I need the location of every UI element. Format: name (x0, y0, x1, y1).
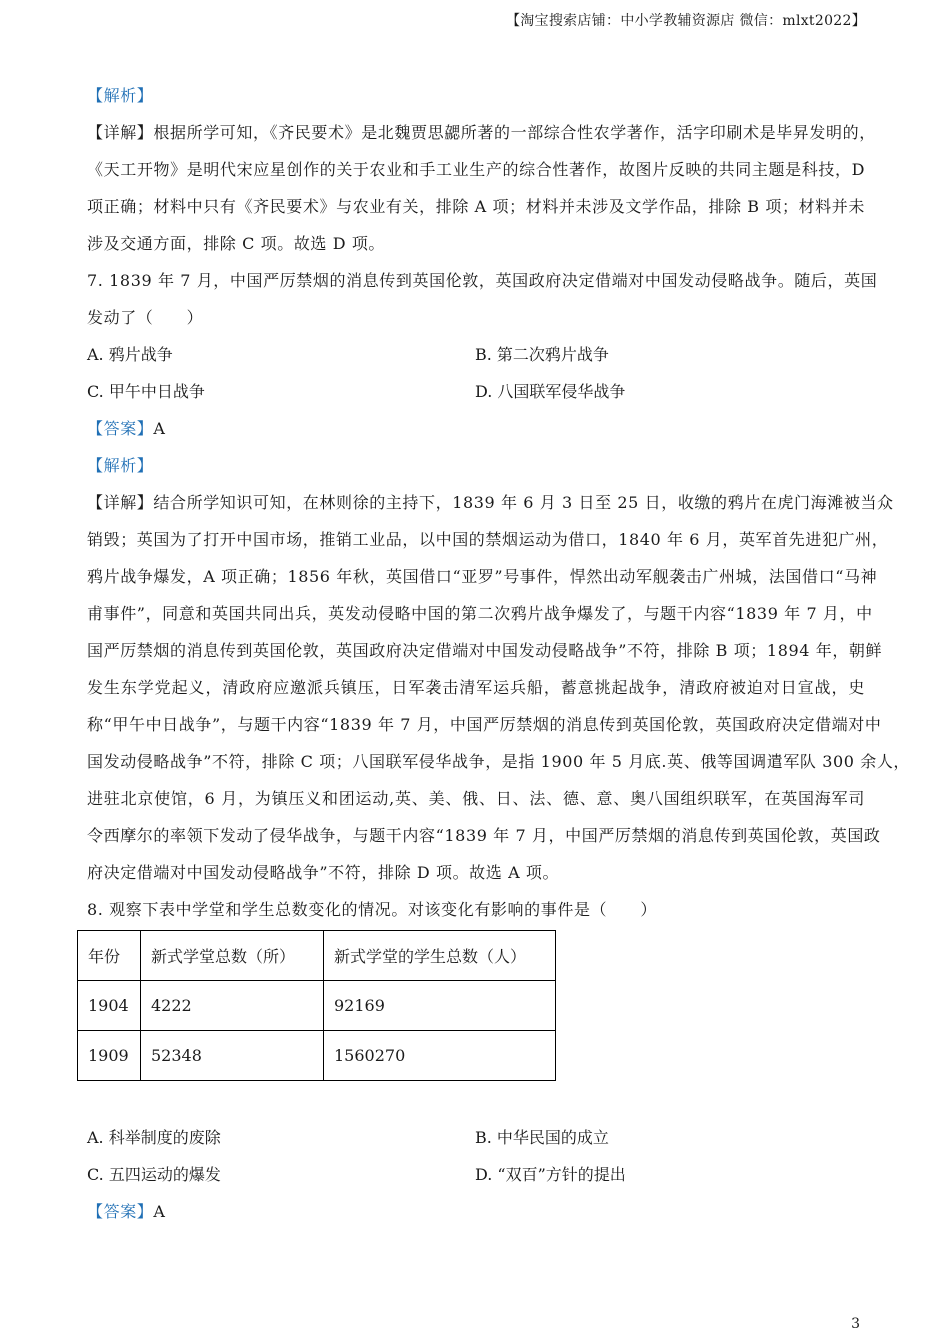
answer-tag: 【答案】 (87, 419, 154, 438)
q6-detail-line-3: 涉及交通方面，排除 C 项。故选 D 项。 (87, 234, 386, 253)
q7-options-row-2 (87, 373, 865, 410)
table-row (78, 1031, 556, 1081)
detail-tag: 【详解】 (87, 493, 154, 512)
q7-detail-line-0 (87, 484, 894, 521)
q8-option-b: B. 中华民国的成立 (475, 1128, 609, 1147)
q7-stem-line-0: 7. 1839 年 7 月，中国严厉禁烟的消息传到英国伦敦，英国政府决定借端对中国发动侵略战争。随后，英国 (87, 271, 878, 290)
detail-tag: 【详解】 (87, 123, 154, 142)
page-header: 【淘宝搜索店铺：中小学教辅资源店 微信：mlxt2022】 (505, 13, 866, 29)
q8-option-d: D. “双百”方针的提出 (475, 1165, 626, 1184)
answer-value: A (153, 1202, 166, 1221)
analysis-tag: 【解析】 (87, 86, 154, 105)
q7-detail-line-5: 发生东学党起义，清政府应邀派兵镇压，日军袭击清军运兵船，蓄意挑起战争，清政府被迫对日宣战，史 (87, 678, 865, 697)
table-header-cell: 年份 (78, 931, 141, 981)
school-stats-table (77, 930, 556, 1081)
q8-options-row-1 (87, 1119, 865, 1156)
detail-text: 结合所学知识可知，在林则徐的主持下，1839 年 6 月 3 日至 25 日，收缴的鸦片在虎门海滩被当众 (153, 493, 894, 512)
q7-detail-line-3: 甫事件”，同意和英国共同出兵，英发动侵略中国的第二次鸦片战争爆发了，与题干内容“1839 年 7 月，中 (87, 604, 873, 623)
q7-answer (87, 410, 865, 447)
q7-detail-line-10: 府决定借端对中国发动侵略战争”不符，排除 D 项。故选 A 项。 (87, 863, 560, 882)
answer-value: A (153, 419, 166, 438)
q7-detail-line-1: 销毁；英国为了打开中国市场，推销工业品，以中国的禁烟运动为借口，1840 年 6 月，英军首先进犯广州， (87, 530, 889, 549)
table-header-row (78, 931, 556, 981)
answer-tag: 【答案】 (87, 1202, 154, 1221)
q7-detail-line-7: 国发动侵略战争”不符，排除 C 项；八国联军侵华战争，是指 1900 年 5 月底.英、俄等国调遣军队 300 余人， (87, 752, 911, 771)
table-header-cell: 新式学堂总数（所） (141, 931, 324, 981)
detail-text: 根据所学可知，《齐民要术》是北魏贾思勰所著的一部综合性农学著作，活字印刷术是毕昇发明的， (153, 123, 876, 142)
q7-detail-line-9: 令西摩尔的率领下发动了侵华战争，与题干内容“1839 年 7 月，中国严厉禁烟的消息传到英国伦敦，英国政 (87, 826, 881, 845)
q7-option-d: D. 八国联军侵华战争 (475, 382, 626, 401)
table-cell: 1909 (78, 1031, 141, 1081)
q7-options-row-1 (87, 336, 865, 373)
q7-detail-line-6: 称“甲午中日战争”，与题干内容“1839 年 7 月，中国严厉禁烟的消息传到英国伦敦，英国政府决定借端对中 (87, 715, 882, 734)
q7-detail-line-2: 鸦片战争爆发，A 项正确；1856 年秋，英国借口“亚罗”号事件，悍然出动军舰袭击广州城，法国借口“马神 (87, 567, 878, 586)
q7-detail-line-8: 进驻北京使馆，6 月，为镇压义和团运动,英、美、俄、日、法、德、意、奥八国组织联军，在英国海军司 (87, 789, 865, 808)
q8-stem: 8. 观察下表中学堂和学生总数变化的情况。对该变化有影响的事件是（ ） (87, 900, 657, 919)
q7-option-b: B. 第二次鸦片战争 (475, 345, 609, 364)
q8-option-a: A. 科举制度的废除 (87, 1128, 221, 1147)
page-number: 3 (851, 1316, 860, 1332)
table-cell: 92169 (324, 981, 556, 1031)
q7-option-c: C. 甲午中日战争 (87, 382, 205, 401)
analysis-tag: 【解析】 (87, 456, 154, 475)
q6-detail-line-1: 《天工开物》是明代宋应星创作的关于农业和手工业生产的综合性著作，故图片反映的共同主题是科技，D (87, 160, 865, 179)
q6-detail-line-2: 项正确；材料中只有《齐民要术》与农业有关，排除 A 项；材料并未涉及文学作品，排除 B 项；材料并未 (87, 197, 865, 216)
q6-detail-line-0 (87, 114, 876, 151)
q8-options-row-2 (87, 1156, 865, 1193)
q6-analysis-heading (87, 77, 865, 114)
table-cell: 1560270 (324, 1031, 556, 1081)
table-row (78, 981, 556, 1031)
q8-answer (87, 1193, 865, 1230)
table-cell: 4222 (141, 981, 324, 1031)
q7-analysis-heading (87, 447, 865, 484)
q8-option-c: C. 五四运动的爆发 (87, 1165, 221, 1184)
table-header-cell: 新式学堂的学生总数（人） (324, 931, 556, 981)
table-cell: 52348 (141, 1031, 324, 1081)
document-body (87, 77, 911, 1230)
q7-detail-line-4: 国严厉禁烟的消息传到英国伦敦，英国政府决定借端对中国发动侵略战争”不符，排除 B 项；1894 年，朝鲜 (87, 641, 883, 660)
q7-stem-line-1: 发动了（ ） (87, 308, 204, 327)
q7-option-a: A. 鸦片战争 (87, 345, 173, 364)
table-cell: 1904 (78, 981, 141, 1031)
